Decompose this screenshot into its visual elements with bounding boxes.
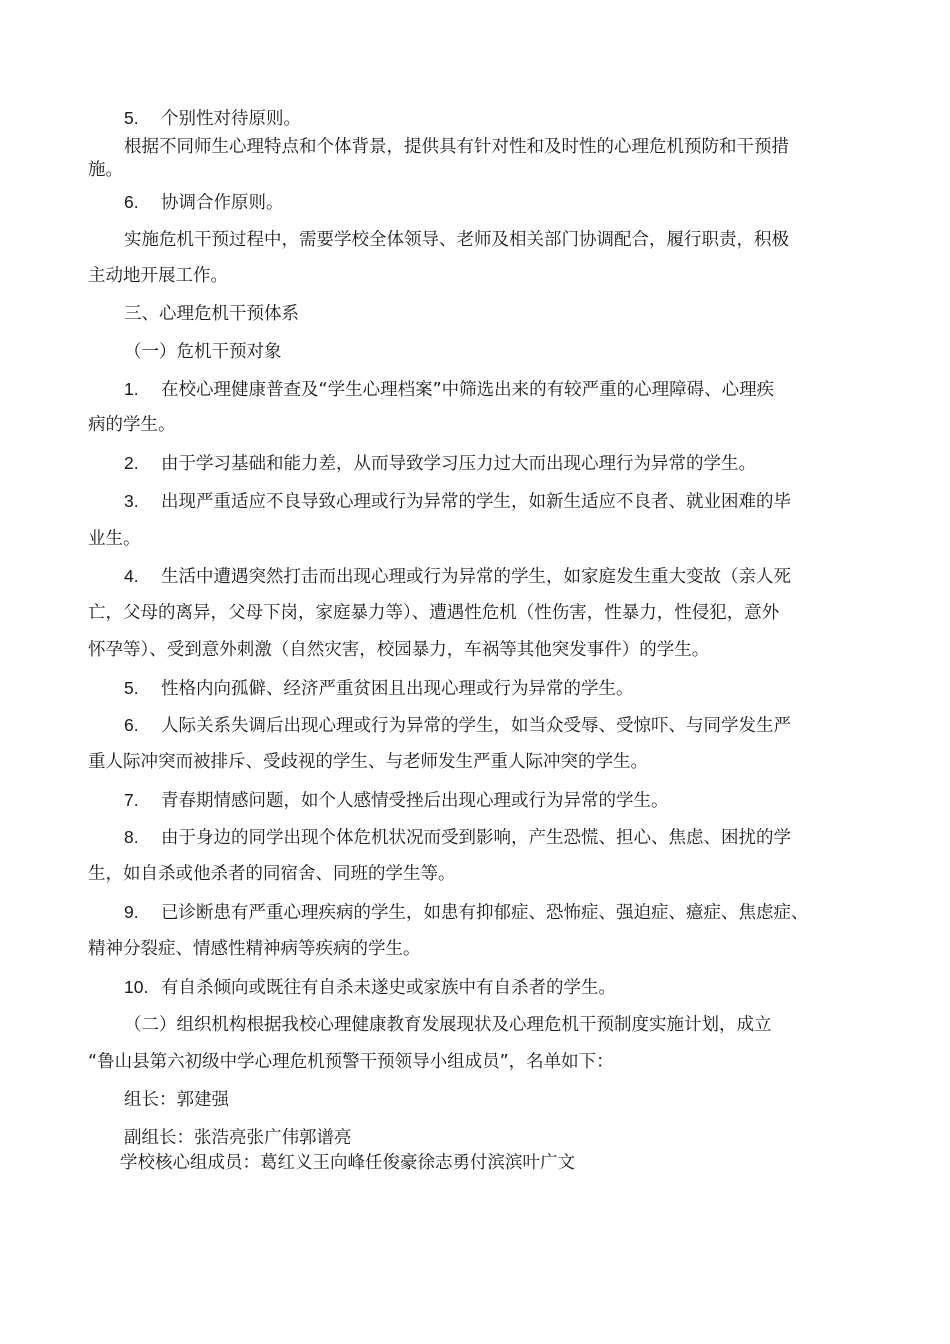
list-item-7-line-1 (124, 788, 904, 813)
item-number: 1. (124, 379, 139, 399)
principle-6-heading (124, 190, 904, 215)
item-text: 由于身边的同学出现个体危机状况而受到影响，产生恐慌、担心、焦虑、困扰的学 (161, 828, 791, 848)
item-number: 6. (124, 192, 139, 212)
item-number: 2. (124, 453, 139, 473)
item-text: 由于学习基础和能力差，从而导致学习压力过大而出现心理行为异常的学生。 (161, 454, 756, 474)
team-core-members: 学校核心组成员：葛红义王向峰任俊豪徐志勇付滨滨叶广文 (120, 1153, 575, 1173)
section-3-title: 三、心理危机干预体系 (124, 304, 299, 324)
list-item-2-line-1 (124, 451, 904, 476)
principle-5-body-line-1: 根据不同师生心理特点和个体背景，提供具有针对性和及时性的心理危机预防和干预措 (124, 137, 789, 157)
item-number: 7. (124, 790, 139, 810)
list-item-3-line-1 (124, 489, 904, 514)
list-item-9-line-1 (124, 900, 904, 925)
list-item-6-line-1 (124, 713, 904, 738)
item-text: 出现严重适应不良导致心理或行为异常的学生，如新生适应不良者、就业困难的毕 (161, 492, 791, 512)
item-text: 有自杀倾向或既往有自杀未遂史或家族中有自杀者的学生。 (161, 978, 616, 998)
team-deputy-leaders: 副组长：张浩亮张广伟郭谱亮 (124, 1128, 352, 1148)
list-item-4-line-3: 怀孕等）、受到意外刺激（自然灾害，校园暴力，车祸等其他突发事件）的学生。 (88, 640, 710, 660)
item-number: 9. (124, 902, 139, 922)
list-item-4-line-1 (124, 564, 904, 589)
principle-6-body-line-1: 实施危机干预过程中，需要学校全体领导、老师及相关部门协调配合，履行职责，积极 (124, 230, 789, 250)
list-item-6-line-2: 重人际冲突而被排斥、受歧视的学生、与老师发生严重人际冲突的学生。 (88, 752, 648, 772)
item-number: 8. (124, 827, 139, 847)
item-text: 已诊断患有严重心理疾病的学生，如患有抑郁症、恐怖症、强迫症、癔症、焦虑症、 (161, 903, 809, 923)
list-item-9-line-2: 精神分裂症、情感性精神病等疾病的学生。 (88, 939, 421, 959)
item-text: 青春期情感问题，如个人感情受挫后出现心理或行为异常的学生。 (161, 791, 669, 811)
list-item-3-line-2: 业生。 (88, 529, 141, 549)
subsection-2-line-1: （二）组织机构根据我校心理健康教育发展现状及心理危机干预制度实施计划，成立 (124, 1015, 772, 1035)
list-item-5-line-1 (124, 676, 904, 701)
heading-text: 个别性对待原则。 (161, 109, 301, 129)
item-number: 3. (124, 491, 139, 511)
list-item-4-line-2: 亡，父母的离异，父母下岗，家庭暴力等）、遭遇性危机（性伤害，性暴力，性侵犯，意外 (88, 603, 780, 623)
list-item-8-line-2: 生，如自杀或他杀者的同宿舍、同班的学生等。 (88, 864, 456, 884)
item-number: 5. (124, 108, 139, 128)
heading-text: 协调合作原则。 (161, 193, 284, 213)
list-item-10-line-1 (124, 975, 904, 1000)
principle-5-heading (124, 106, 904, 131)
item-number: 6. (124, 715, 139, 735)
principle-5-body-line-2: 施。 (88, 160, 123, 180)
principle-6-body-line-2: 主动地开展工作。 (88, 266, 228, 286)
item-number: 10. (124, 977, 149, 997)
subsection-1-title: （一）危机干预对象 (124, 342, 282, 362)
item-text: 人际关系失调后出现心理或行为异常的学生，如当众受辱、受惊吓、与同学发生严 (161, 716, 791, 736)
subsection-2-line-2: “鲁山县第六初级中学心理危机预警干预领导小组成员”，名单如下： (88, 1052, 614, 1072)
list-item-1-line-1 (124, 377, 904, 402)
item-number: 4. (124, 566, 139, 586)
team-leader: 组长：郭建强 (124, 1090, 229, 1110)
list-item-8-line-1 (124, 825, 904, 850)
item-text: 在校心理健康普查及“学生心理档案”中筛选出来的有较严重的心理障碍、心理疾 (161, 380, 775, 400)
list-item-1-line-2: 病的学生。 (88, 415, 176, 435)
item-number: 5. (124, 678, 139, 698)
item-text: 生活中遭遇突然打击而出现心理或行为异常的学生，如家庭发生重大变故（亲人死 (161, 567, 791, 587)
item-text: 性格内向孤僻、经济严重贫困且出现心理或行为异常的学生。 (161, 679, 634, 699)
